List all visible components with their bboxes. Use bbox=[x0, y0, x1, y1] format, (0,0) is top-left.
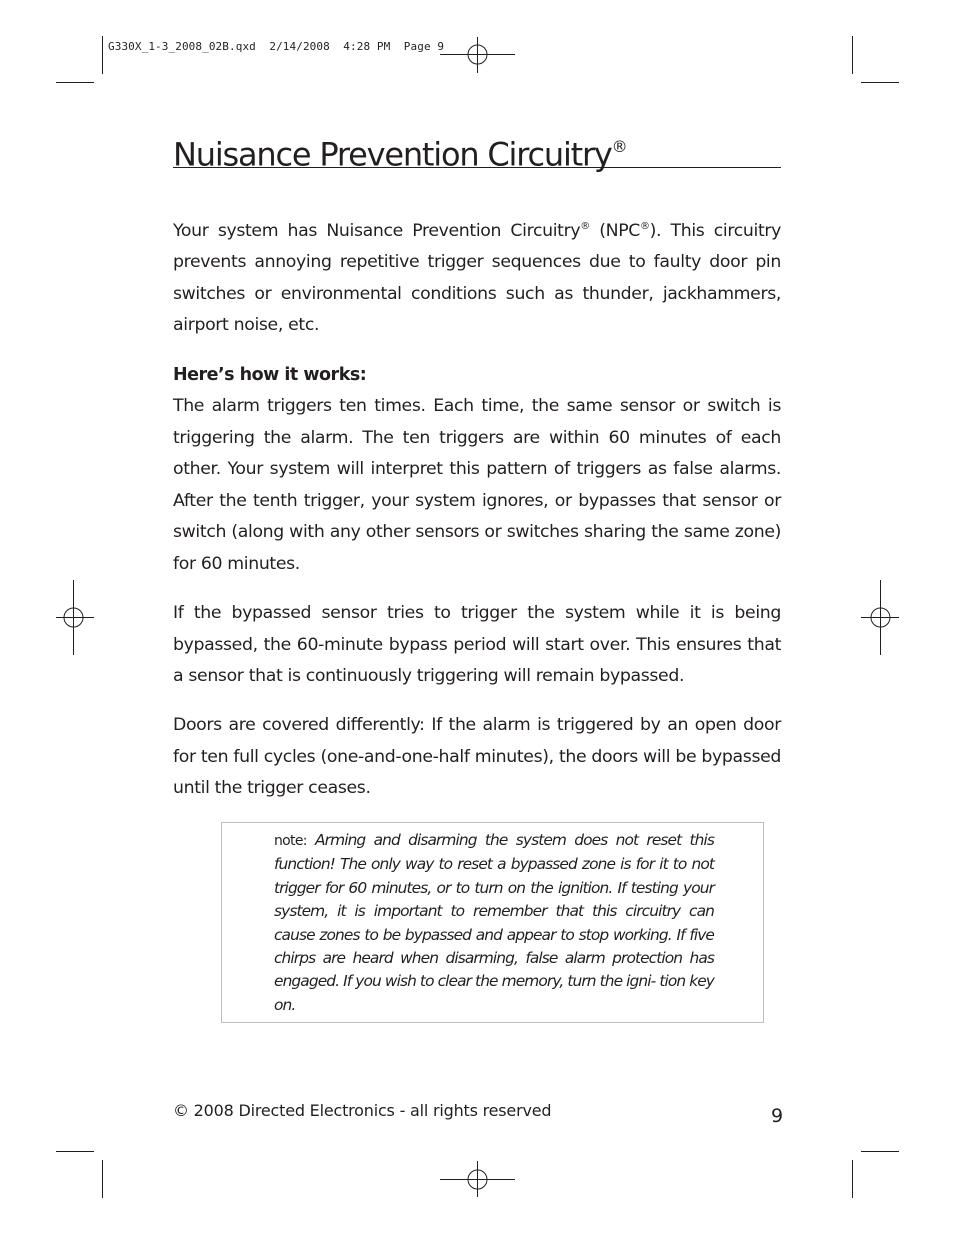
intro-text-part-2: (NPC bbox=[589, 220, 640, 241]
page-number: 9 bbox=[771, 1105, 784, 1127]
intro-text-part-1: Your system has Nuisance Prevention Circuitry bbox=[173, 220, 581, 241]
note-text bbox=[274, 829, 714, 1017]
section-heading: Here’s how it works: bbox=[173, 365, 367, 385]
registration-mark-left-icon bbox=[56, 580, 94, 655]
page-title-text: Nuisance Prevention Circuitry bbox=[173, 135, 612, 174]
page-title bbox=[173, 131, 781, 174]
note-label: note: bbox=[274, 833, 307, 849]
registration-mark-top-icon bbox=[440, 37, 515, 73]
registration-mark-bottom-icon bbox=[440, 1161, 515, 1197]
copyright-footer: © 2008 Directed Electronics - all rights reserved bbox=[173, 1101, 552, 1120]
body-paragraph-2: If the bypassed sensor tries to trigger the system while it is being bypassed, the 60-minute bypass period will start over. This ensures that a sensor that is continuously triggering will remain bypassed. bbox=[173, 603, 781, 686]
registered-mark: ® bbox=[580, 221, 590, 232]
body-paragraph-1: The alarm triggers ten times. Each time, the same sensor or switch is triggering the alarm. The ten triggers are within 60 minutes of each other. Your system will interpret this pattern of triggers as false alarms. After the tenth trigger, your system ignores, or bypasses that sensor or switch (along with any other sensors or switches sharing the same zone) for 60 minutes. bbox=[173, 396, 781, 574]
body-paragraph-3: Doors are covered differently: If the alarm is triggered by an open door for ten full cycles (one-and-one-half minutes), the doors will be bypassed until the trigger ceases. bbox=[173, 715, 781, 798]
intro-text-part-3: ). This circuitry prevents annoying repetitive trigger sequences due to faulty door pin switches or environmental conditions such as thunder, jackhammers, airport noise, etc. bbox=[173, 220, 781, 336]
note-body: Arming and disarming the system does not reset this function! The only way to reset a bypassed zone is for it to not trigger for 60 minutes, or to turn on the ignition. If testing your system, it is important to remember that this circuitry can cause zones to be bypassed and appear to stop working. If five chirps are heard when disarming, false alarm protection has engaged. If you wish to clear the memory, turn the igni- tion key on. bbox=[274, 831, 714, 1014]
registered-mark: ® bbox=[640, 221, 650, 232]
registered-mark: ® bbox=[611, 137, 628, 156]
print-slug-line: G330X_1-3_2008_02B.qxd 2/14/2008 4:28 PM Page 9 bbox=[108, 40, 445, 53]
registration-mark-right-icon bbox=[861, 580, 899, 655]
intro-paragraph bbox=[173, 211, 781, 342]
